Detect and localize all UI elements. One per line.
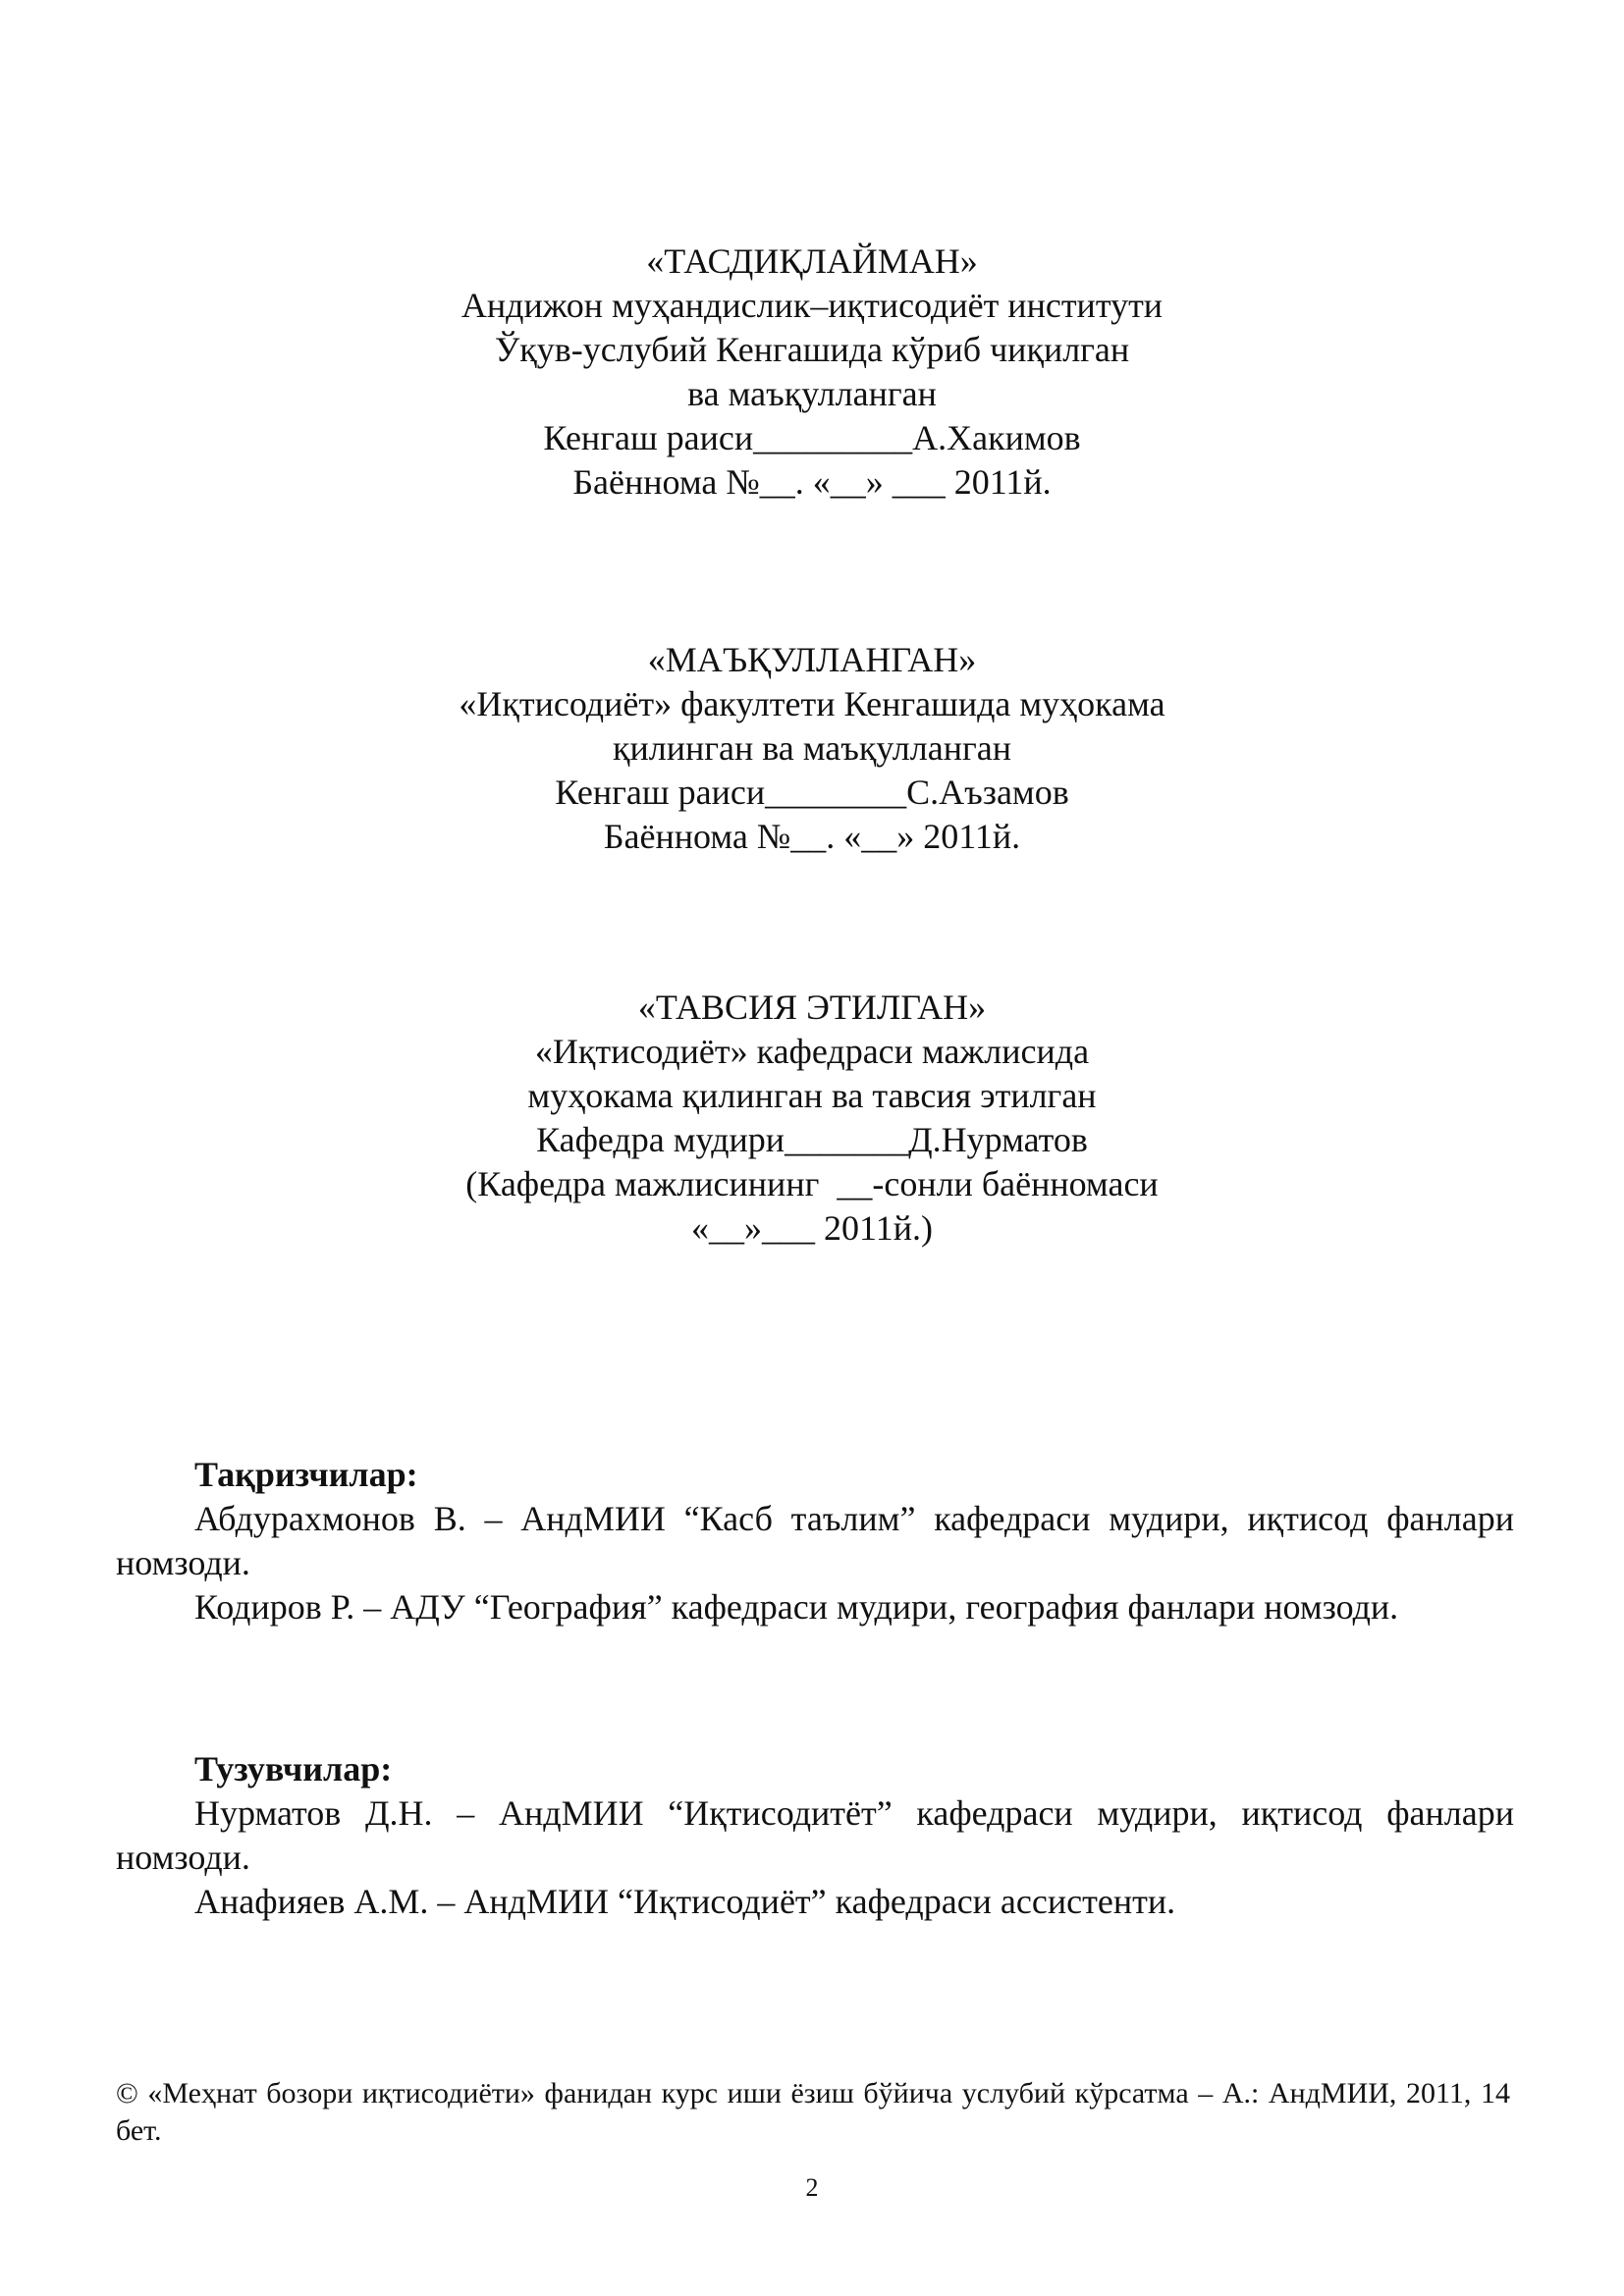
agreed-title: «МАЪҚУЛЛАНГАН» bbox=[647, 640, 977, 679]
copyright-note: © «Меҳнат бозори иқтисодиёти» фанидан курс иши ёзиш бўйича услубий кўрсатма – А.: АндМИИ, 2011, 14 бет. bbox=[116, 2077, 1510, 2147]
approval-council-line: Ўқув-услубий Кенгашида кўриб чиқилган bbox=[494, 330, 1130, 369]
reviewers-heading: Тақризчилар: bbox=[194, 1455, 418, 1494]
approval-institute-line: Андижон муҳандислик–иқтисодиёт институти bbox=[460, 286, 1164, 325]
approval-stamp-block bbox=[0, 240, 1624, 505]
compiler-entry: Анафияев А.М. – АндМИИ “Иқтисодиёт” кафедраси ассистенти. bbox=[194, 1882, 1176, 1921]
compiler-entry: Нурматов Д.Н. – АндМИИ “Иқтисодитёт” кафедраси мудири, иқтисод фанлари номзоди. bbox=[116, 1793, 1514, 1877]
approval-protocol-line: Баённома №__. «__» ___ 2011й. bbox=[572, 462, 1052, 502]
compilers-heading: Тузувчилар: bbox=[194, 1749, 393, 1789]
recommended-date-line: «__»___ 2011й.) bbox=[691, 1208, 933, 1248]
recommended-discussed-line: муҳокама қилинган ва тавсия этилган bbox=[527, 1076, 1097, 1115]
agreed-chairman-line: Кенгаш раиси________С.Аъзамов bbox=[555, 773, 1069, 812]
agreed-faculty-line: «Иқтисодиёт» факултети Кенгашида муҳокама bbox=[459, 684, 1165, 723]
agreed-protocol-line: Баённома №__. «__» 2011й. bbox=[603, 817, 1021, 856]
recommended-title: «ТАВСИЯ ЭТИЛГАН» bbox=[637, 988, 987, 1027]
approval-approved-line: ва маъқулланган bbox=[687, 374, 937, 413]
approval-chairman-line: Кенгаш раиси_________А.Хакимов bbox=[543, 418, 1081, 457]
agreed-stamp-block bbox=[0, 638, 1624, 859]
agreed-approved-line: қилинган ва маъқулланган bbox=[613, 728, 1011, 768]
recommended-head-line: Кафедра мудири_______Д.Нурматов bbox=[536, 1120, 1088, 1159]
reviewer-entry: Кодиров Р. – АДУ “География” кафедраси мудири, география фанлари номзоди. bbox=[194, 1587, 1399, 1627]
compilers-section bbox=[116, 1747, 1514, 1924]
reviewers-section bbox=[116, 1453, 1514, 1629]
recommended-stamp-block bbox=[0, 986, 1624, 1251]
recommended-department-line: «Иқтисодиёт» кафедраси мажлисида bbox=[534, 1032, 1090, 1071]
reviewer-entry: Абдурахмонов В. – АндМИИ “Касб таълим” кафедраси мудири, иқтисод фанлари номзоди. bbox=[116, 1499, 1514, 1582]
recommended-protocol-line: (Кафедра мажлисининг __-сонли баённомаси bbox=[465, 1164, 1159, 1203]
approval-title: «ТАСДИҚЛАЙМАН» bbox=[646, 241, 978, 281]
page-number: 2 bbox=[805, 2173, 819, 2202]
